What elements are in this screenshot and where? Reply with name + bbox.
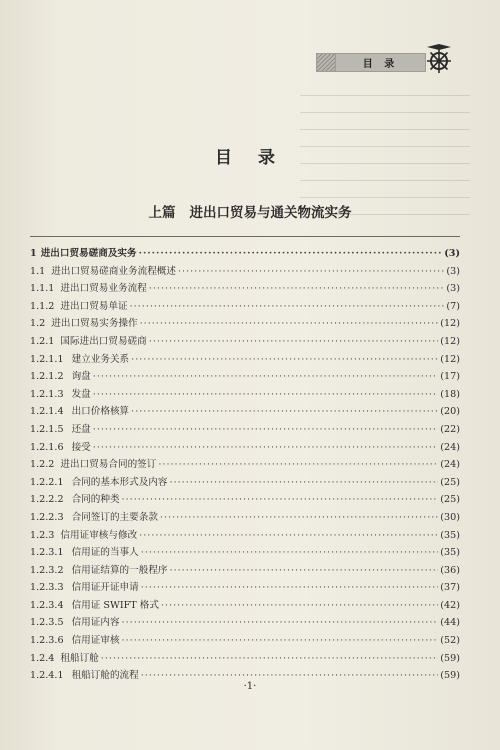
toc-entry-page: (59) (440, 670, 460, 682)
toc-entry-title: 信用证的当事人 (71, 547, 139, 559)
toc-entry[interactable] (30, 544, 460, 562)
toc-entry-page: (36) (440, 564, 460, 576)
toc-entry[interactable] (30, 421, 460, 439)
toc-entry-title: 信用证审核与修改 (60, 529, 138, 541)
toc-entry-number: 1.2.2.3 (30, 511, 64, 523)
toc-entry-page: (52) (440, 635, 460, 647)
toc-leader-dots (93, 389, 439, 400)
toc-entry-page: (3) (446, 265, 460, 277)
toc-leader-dots (131, 406, 438, 417)
toc-entry-number: 1.2.3.4 (30, 599, 64, 611)
toc-leader-dots (93, 424, 439, 435)
toc-entry-number: 1.2.1.6 (30, 441, 64, 453)
toc-entry[interactable] (30, 527, 460, 545)
toc-entry-title: 租船订舱 (60, 652, 99, 664)
toc-leader-dots (161, 600, 438, 611)
toc-leader-dots (101, 653, 439, 664)
toc-entry-title: 进出口贸易业务流程 (60, 283, 147, 295)
toc-entry-number: 1.2.3.1 (30, 547, 64, 559)
toc-entry-page: (22) (440, 423, 460, 435)
toc-entry-number: 1.1.1 (30, 283, 55, 295)
toc-leader-dots (149, 336, 439, 347)
toc-leader-dots (122, 617, 439, 628)
toc-entry-title: 进出口贸易磋商业务流程概述 (51, 265, 176, 277)
toc-entry[interactable] (30, 474, 460, 492)
toc-entry[interactable] (30, 562, 460, 580)
toc-entry-page: (42) (440, 599, 460, 611)
toc-entry-number: 1.2.4 (30, 652, 55, 664)
toc-entry-page: (25) (440, 476, 460, 488)
toc-leader-dots (178, 266, 444, 277)
toc-entry-page: (25) (440, 494, 460, 506)
toc-entry-title: 进出口贸易磋商及实务 (40, 248, 137, 259)
toc-entry[interactable] (30, 245, 460, 263)
toc-entry-title: 信用证结算的一般程序 (71, 564, 168, 576)
toc-leader-dots (139, 530, 438, 541)
toc-entry-page: (35) (440, 529, 460, 541)
toc-entry-page: (24) (440, 441, 460, 453)
toc-entry-title: 合同的基本形式及内容 (71, 476, 168, 488)
section-header-bar (316, 53, 426, 72)
toc-entry-title: 询盘 (71, 371, 91, 383)
toc-leader-dots (170, 565, 439, 576)
toc-entry-title: 租船订舱的流程 (71, 670, 139, 682)
toc-entry-number: 1.2.3 (30, 529, 55, 541)
toc-entry-title: 进出口贸易实务操作 (51, 318, 138, 330)
toc-entry-title: 合同的种类 (71, 494, 120, 506)
toc-entry-title: 出口价格核算 (71, 406, 130, 418)
toc-entry-number: 1.2.1.3 (30, 388, 64, 400)
toc-entry[interactable] (30, 315, 460, 333)
toc-entry-page: (44) (440, 617, 460, 629)
toc-entry-page: (20) (440, 406, 460, 418)
toc-entry-number: 1.2.3.5 (30, 617, 64, 629)
toc-entry[interactable] (30, 386, 460, 404)
toc-entry[interactable] (30, 351, 460, 369)
toc-entry-page: (17) (440, 371, 460, 383)
toc-entry[interactable] (30, 403, 460, 421)
toc-entry[interactable] (30, 439, 460, 457)
toc-entry[interactable] (30, 597, 460, 615)
part-heading (0, 201, 500, 221)
toc-entry-title: 还盘 (71, 423, 91, 435)
toc-entry[interactable] (30, 456, 460, 474)
toc-leader-dots (131, 354, 438, 365)
toc-entry-number: 1.2.1.4 (30, 406, 64, 418)
header-stripe-decoration (317, 54, 336, 71)
toc-leader-dots (93, 371, 439, 382)
toc-leader-dots (139, 248, 443, 259)
toc-entry-number: 1.2.1 (30, 335, 55, 347)
toc-entry-page: (3) (444, 248, 460, 259)
toc-entry-number: 1.2 (30, 318, 46, 330)
toc-entry-number: 1.2.3.3 (30, 582, 64, 594)
toc-entry-number: 1.1 (30, 265, 46, 277)
toc-leader-dots (93, 442, 439, 453)
toc-entry-number: 1.1.2 (30, 300, 55, 312)
toc-entry-page: (3) (446, 283, 460, 295)
page-title: 目 录 (215, 148, 285, 168)
toc-entry-title: 接受 (71, 441, 91, 453)
toc-leader-dots (141, 547, 439, 558)
toc-entry[interactable] (30, 650, 460, 668)
toc-entry-page: (35) (440, 547, 460, 559)
part-name: 进出口贸易与通关物流实务 (189, 205, 352, 221)
toc-entry[interactable] (30, 280, 460, 298)
toc-entry[interactable] (30, 632, 460, 650)
toc-entry-number: 1 (30, 248, 37, 259)
toc-leader-dots (122, 635, 439, 646)
toc-entry[interactable] (30, 614, 460, 632)
toc-entry-title: 进出口贸易合同的签订 (60, 459, 157, 471)
toc-entry[interactable] (30, 368, 460, 386)
toc-leader-dots (158, 459, 438, 470)
toc-leader-dots (141, 582, 439, 593)
divider (30, 236, 460, 237)
toc-entry-title: 信用证内容 (71, 617, 120, 629)
toc-leader-dots (140, 318, 439, 329)
toc-entry-page: (7) (446, 300, 460, 312)
bleed-through-shadow (300, 95, 470, 245)
toc-entry-title: 国际进出口贸易磋商 (60, 335, 147, 347)
toc-entry-number: 1.2.4.1 (30, 670, 64, 682)
toc-entry-number: 1.2.3.2 (30, 564, 64, 576)
toc-entry[interactable] (30, 579, 460, 597)
toc-entry-title: 发盘 (71, 388, 91, 400)
toc-entry-page: (30) (440, 511, 460, 523)
toc-leader-dots (170, 477, 439, 488)
toc-entry-number: 1.2.1.5 (30, 423, 64, 435)
toc-entry-number: 1.2.3.6 (30, 635, 64, 647)
toc-entry-title: 建立业务关系 (71, 353, 130, 365)
ship-wheel-icon (424, 44, 454, 76)
toc-entry[interactable] (30, 491, 460, 509)
toc-entry-title: 信用证审核 (71, 635, 120, 647)
toc-entry-title: 进出口贸易单证 (60, 300, 128, 312)
toc-leader-dots (141, 670, 439, 681)
toc-entry-number: 1.2.2 (30, 459, 55, 471)
toc-entry-title: 合同签订的主要条款 (71, 511, 158, 523)
toc-entry[interactable] (30, 509, 460, 527)
header-label: 目 录 (362, 59, 399, 70)
toc-entry-page: (12) (440, 353, 460, 365)
toc-entry[interactable] (30, 263, 460, 281)
toc-leader-dots (130, 301, 445, 312)
part-label: 上篇 (148, 205, 176, 221)
toc-entry-page: (18) (440, 388, 460, 400)
table-of-contents (30, 245, 460, 685)
toc-entry-title: 信用证开证申请 (71, 582, 139, 594)
toc-entry-page: (24) (440, 459, 460, 471)
toc-entry-number: 1.2.1.1 (30, 353, 64, 365)
toc-entry[interactable] (30, 333, 460, 351)
toc-leader-dots (149, 283, 445, 294)
toc-entry-page: (59) (440, 652, 460, 664)
toc-entry[interactable] (30, 298, 460, 316)
toc-leader-dots (122, 494, 439, 505)
toc-entry-number: 1.2.2.2 (30, 494, 64, 506)
toc-entry-title: 信用证 SWIFT 格式 (71, 599, 159, 611)
toc-entry-page: (12) (440, 318, 460, 330)
toc-entry-page: (37) (440, 582, 460, 594)
toc-entry-number: 1.2.1.2 (30, 371, 64, 383)
page-number: ·1· (243, 681, 257, 692)
toc-entry-number: 1.2.2.1 (30, 476, 64, 488)
toc-entry-page: (12) (440, 335, 460, 347)
toc-leader-dots (160, 512, 438, 523)
